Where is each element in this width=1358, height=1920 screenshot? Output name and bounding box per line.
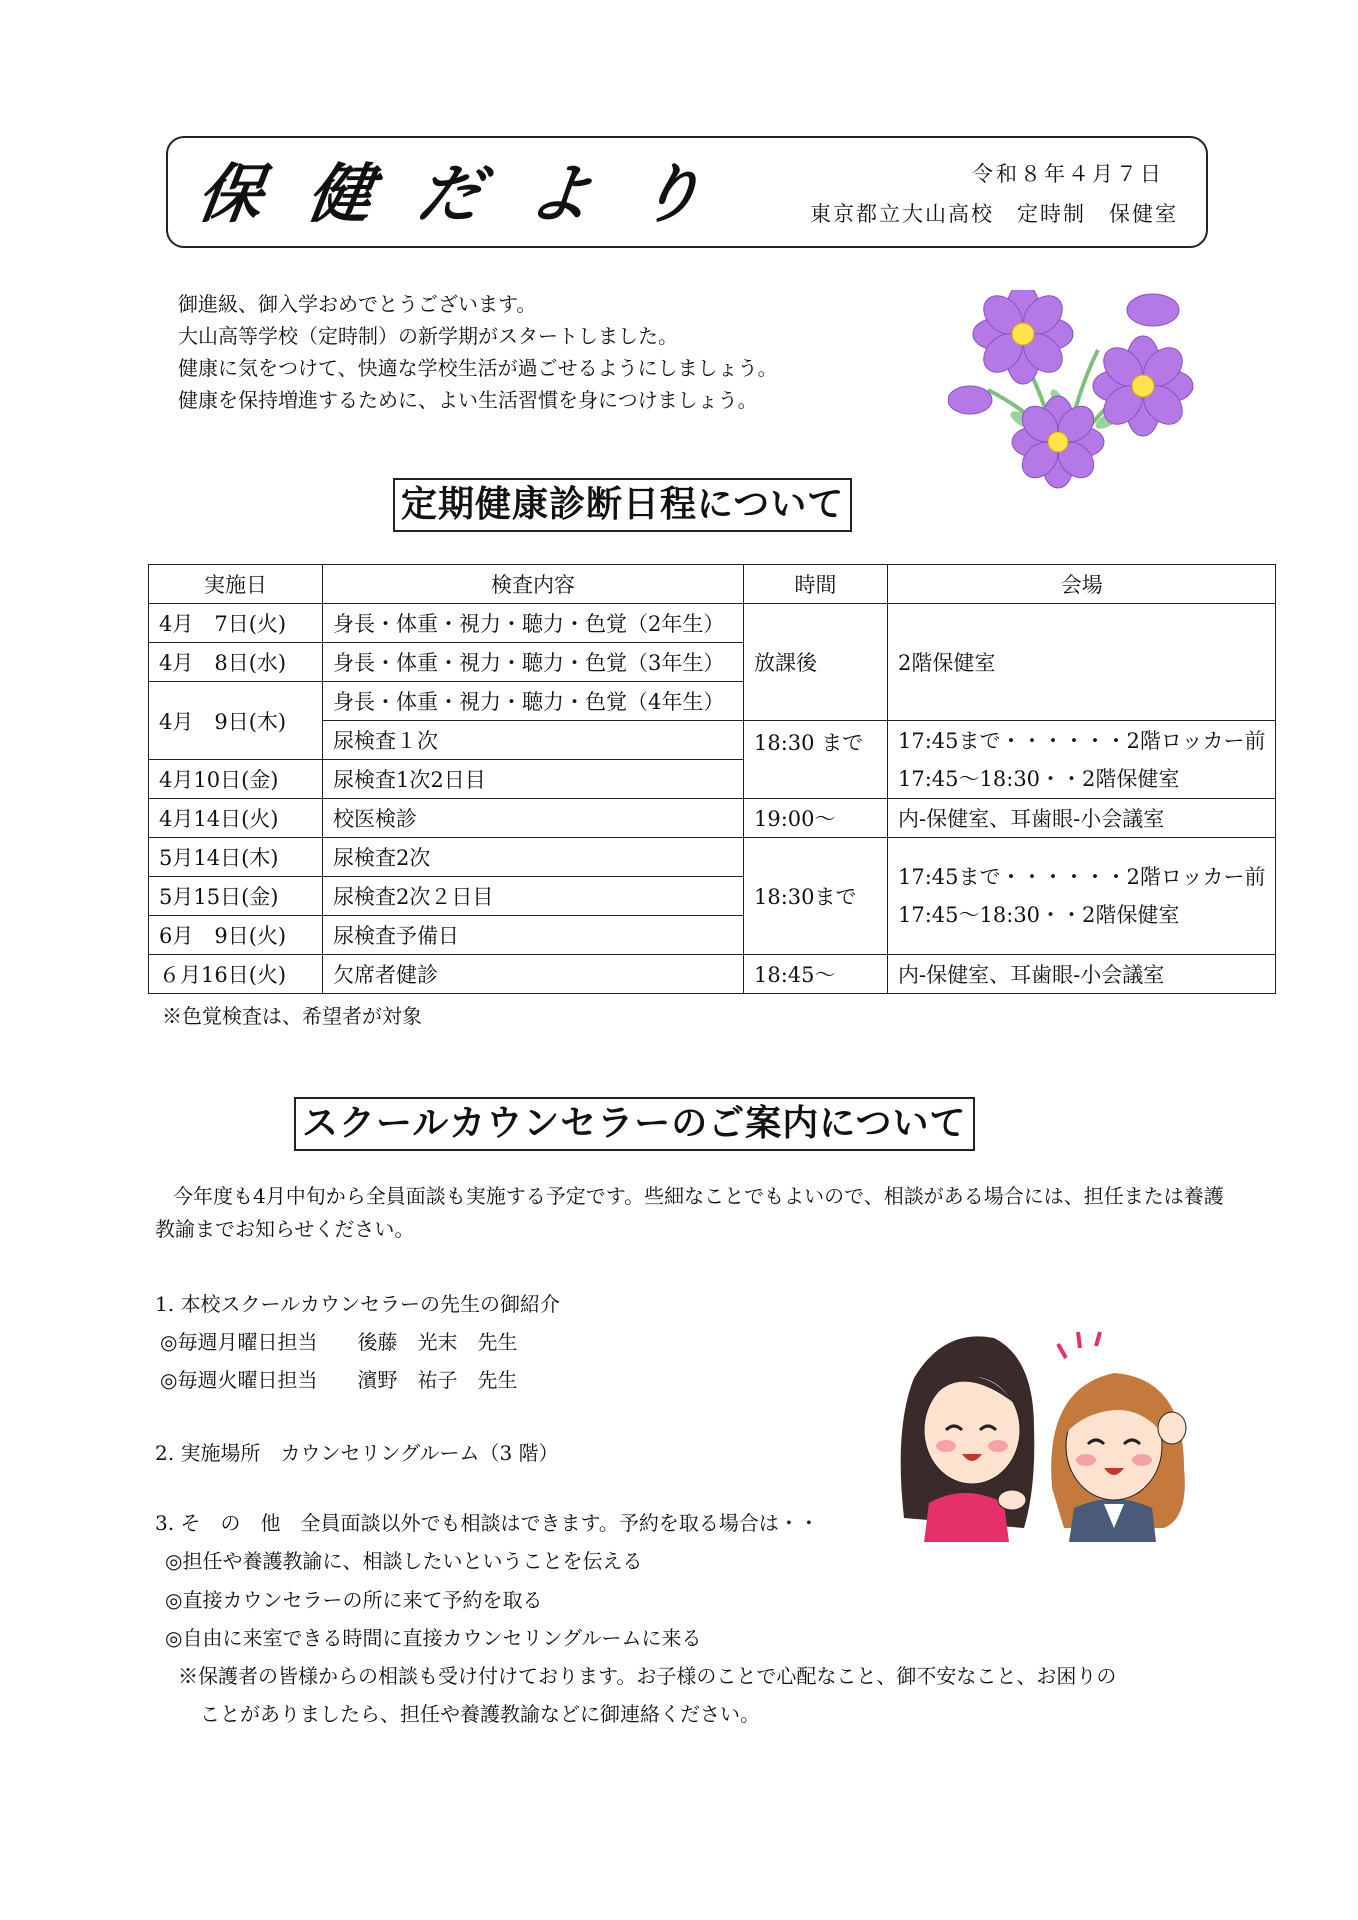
- intro-message: [178, 288, 778, 416]
- content-cell: 尿検査１次: [323, 721, 744, 760]
- column-header: 会場: [888, 565, 1276, 604]
- other-info-item: ◎担任や養護教諭に、相談したいということを伝える: [165, 1549, 643, 1573]
- other-info-title: 3. そ の 他 全員面談以外でも相談はできます。予約を取る場合は・・: [155, 1511, 819, 1535]
- date-cell: 4月10日(金): [149, 760, 323, 799]
- date-cell: 6月 9日(火): [149, 916, 323, 955]
- venue-line: 17:45～18:30・・2階保健室: [898, 903, 1180, 927]
- date-cell: 4月14日(火): [149, 799, 323, 838]
- color-vision-note: ※色覚検査は、希望者が対象: [162, 1004, 422, 1028]
- table-header-row: [149, 565, 1276, 604]
- time-cell: 18:30 まで: [744, 721, 888, 799]
- checkup-heading: 定期健康診断日程について: [393, 478, 852, 532]
- content-cell: 身長・体重・視力・聴力・色覚（4年生）: [323, 682, 744, 721]
- content-cell: 身長・体重・視力・聴力・色覚（2年生）: [323, 604, 744, 643]
- venue-cell: 内-保健室、耳歯眼-小会議室: [888, 955, 1276, 994]
- counselor-heading: スクールカウンセラーのご案内について: [294, 1097, 975, 1151]
- table-row: [149, 955, 1276, 994]
- column-header: 検査内容: [323, 565, 744, 604]
- time-cell: 18:45～: [744, 955, 888, 994]
- content-cell: 尿検査予備日: [323, 916, 744, 955]
- other-info-item: ◎直接カウンセラーの所に来て予約を取る: [165, 1588, 543, 1612]
- school-name: 東京都立大山高校 定時制 保健室: [810, 202, 1178, 226]
- counselor-intro: 今年度も4月中旬から全員面談も実施する予定です。些細なことでもよいので、相談がある場合には、担任または養護教諭までお知らせください。: [155, 1184, 1224, 1241]
- content-cell: 尿検査1次2日目: [323, 760, 744, 799]
- counselor-intro-title: 1. 本校スクールカウンセラーの先生の御紹介: [155, 1292, 561, 1316]
- venue-cell: 2階保健室: [888, 604, 1276, 721]
- date-cell: 5月15日(金): [149, 877, 323, 916]
- venue-cell: [888, 721, 1276, 799]
- other-info-item: ◎自由に来室できる時間に直接カウンセリングルームに来る: [165, 1626, 702, 1650]
- content-cell: 身長・体重・視力・聴力・色覚（3年生）: [323, 643, 744, 682]
- venue-line: 17:45～18:30・・2階保健室: [898, 766, 1180, 791]
- date-cell: 4月 8日(水): [149, 643, 323, 682]
- content-cell: 校医検診: [323, 799, 744, 838]
- time-cell: 放課後: [744, 604, 888, 721]
- intro-line: 健康に気をつけて、快適な学校生活が過ごせるようにしましょう。: [178, 356, 778, 380]
- counselors-illustration: [884, 1318, 1204, 1542]
- table-row: [149, 604, 1276, 643]
- page-title: 保健だより: [192, 158, 754, 232]
- guardian-note: ※保護者の皆様からの相談も受け付けております。お子様のことで心配なこと、御不安なこと、お困りの: [178, 1664, 1117, 1688]
- intro-line: 御進級、御入学おめでとうございます。: [178, 292, 537, 316]
- guardian-note-cont: ことがありましたら、担任や養護教諭などに御連絡ください。: [200, 1702, 760, 1726]
- venue-line: 17:45まで・・・・・・2階ロッカー前: [898, 865, 1266, 889]
- table-row: [149, 838, 1276, 877]
- venue-cell: 内-保健室、耳歯眼-小会議室: [888, 799, 1276, 838]
- time-cell: 18:30まで: [744, 838, 888, 955]
- header-box: [166, 136, 1208, 248]
- intro-line: 健康を保持増進するために、よい生活習慣を身につけましょう。: [178, 388, 758, 412]
- date-cell: 5月14日(木): [149, 838, 323, 877]
- intro-line: 大山高等学校（定時制）の新学期がスタートしました。: [178, 324, 678, 348]
- issue-date: 令和８年４月７日: [972, 162, 1164, 186]
- counselor-monday: ◎毎週月曜日担当 後藤 光末 先生: [160, 1330, 518, 1354]
- time-cell: 19:00～: [744, 799, 888, 838]
- counselor-tuesday: ◎毎週火曜日担当 濱野 祐子 先生: [160, 1368, 518, 1392]
- venue-line: 17:45まで・・・・・・2階ロッカー前: [898, 728, 1266, 753]
- content-cell: 尿検査2次２日目: [323, 877, 744, 916]
- counseling-location: 2. 実施場所 カウンセリングルーム（3 階）: [155, 1441, 559, 1465]
- date-cell: 4月 9日(木): [149, 682, 323, 760]
- date-cell: 4月 7日(火): [149, 604, 323, 643]
- column-header: 実施日: [149, 565, 323, 604]
- table-row: [149, 799, 1276, 838]
- checkup-schedule-table: [148, 564, 1276, 994]
- venue-cell: [888, 838, 1276, 955]
- flower-illustration: [948, 290, 1208, 490]
- date-cell: ６月16日(火): [149, 955, 323, 994]
- column-header: 時間: [744, 565, 888, 604]
- content-cell: 尿検査2次: [323, 838, 744, 877]
- content-cell: 欠席者健診: [323, 955, 744, 994]
